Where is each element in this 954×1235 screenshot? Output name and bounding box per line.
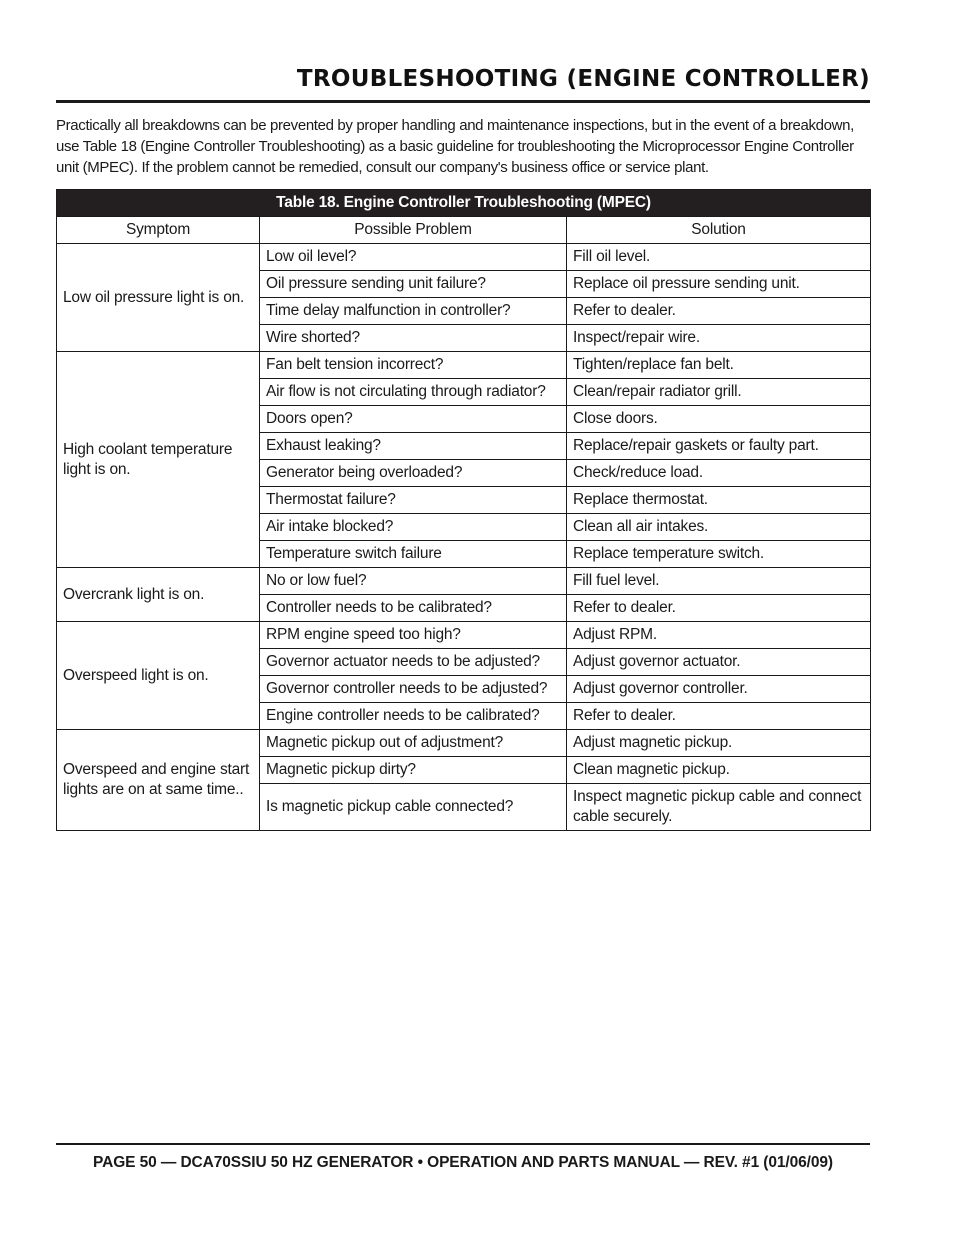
problem-cell: Wire shorted?: [260, 325, 567, 352]
column-header-possible-problem: Possible Problem: [260, 217, 567, 244]
table-row: [57, 622, 871, 649]
problem-cell: Temperature switch failure: [260, 541, 567, 568]
problem-cell: Fan belt tension incorrect?: [260, 352, 567, 379]
solution-cell: Clean all air intakes.: [567, 514, 871, 541]
solution-cell: Clean magnetic pickup.: [567, 757, 871, 784]
problem-cell: Thermostat failure?: [260, 487, 567, 514]
solution-cell: Adjust governor controller.: [567, 676, 871, 703]
solution-cell: Fill oil level.: [567, 244, 871, 271]
table-row: [57, 568, 871, 595]
problem-cell: Oil pressure sending unit failure?: [260, 271, 567, 298]
table-row: [57, 244, 871, 271]
problem-cell: Low oil level?: [260, 244, 567, 271]
solution-cell: Replace/repair gaskets or faulty part.: [567, 433, 871, 460]
solution-cell: Refer to dealer.: [567, 298, 871, 325]
problem-cell: Air flow is not circulating through radiator?: [260, 379, 567, 406]
solution-cell: Clean/repair radiator grill.: [567, 379, 871, 406]
symptom-cell: Low oil pressure light is on.: [57, 244, 260, 352]
intro-paragraph: Practically all breakdowns can be prevented by proper handling and maintenance inspections, but in the event of a breakdown, use Table 18 (Engine Controller Troubleshooting) as a basic guideline for troubleshooting the Microprocessor Engine Controller unit (MPEC). If the problem cannot be remedied, consult our company's business office or service plant.: [56, 117, 854, 176]
solution-cell: Refer to dealer.: [567, 595, 871, 622]
solution-cell: Adjust governor actuator.: [567, 649, 871, 676]
column-header-symptom: Symptom: [57, 217, 260, 244]
page-title: TROUBLESHOOTING (ENGINE CONTROLLER): [296, 66, 870, 92]
solution-cell: Check/reduce load.: [567, 460, 871, 487]
symptom-cell: High coolant temperature light is on.: [57, 352, 260, 568]
table-row: [57, 352, 871, 379]
table-caption-row: [57, 190, 871, 217]
table-caption: Table 18. Engine Controller Troubleshooting (MPEC): [57, 190, 871, 217]
table-row: [57, 730, 871, 757]
symptom-cell: Overspeed and engine start lights are on at same time..: [57, 730, 260, 831]
solution-cell: Fill fuel level.: [567, 568, 871, 595]
troubleshooting-table: [56, 189, 871, 831]
problem-cell: No or low fuel?: [260, 568, 567, 595]
problem-cell: RPM engine speed too high?: [260, 622, 567, 649]
problem-cell: Time delay malfunction in controller?: [260, 298, 567, 325]
title-rule: [56, 100, 870, 103]
problem-cell: Doors open?: [260, 406, 567, 433]
solution-cell: Tighten/replace fan belt.: [567, 352, 871, 379]
problem-cell: Magnetic pickup dirty?: [260, 757, 567, 784]
solution-cell: Inspect/repair wire.: [567, 325, 871, 352]
problem-cell: Engine controller needs to be calibrated?: [260, 703, 567, 730]
solution-cell: Inspect magnetic pickup cable and connect cable securely.: [567, 784, 871, 831]
solution-cell: Refer to dealer.: [567, 703, 871, 730]
solution-cell: Close doors.: [567, 406, 871, 433]
problem-cell: Exhaust leaking?: [260, 433, 567, 460]
problem-cell: Magnetic pickup out of adjustment?: [260, 730, 567, 757]
column-header-solution: Solution: [567, 217, 871, 244]
page-footer: PAGE 50 — DCA70SSIU 50 HZ GENERATOR • OPERATION AND PARTS MANUAL — REV. #1 (01/06/09): [93, 1154, 833, 1171]
solution-cell: Adjust RPM.: [567, 622, 871, 649]
table-header-row: [57, 217, 871, 244]
solution-cell: Replace oil pressure sending unit.: [567, 271, 871, 298]
solution-cell: Replace thermostat.: [567, 487, 871, 514]
problem-cell: Air intake blocked?: [260, 514, 567, 541]
problem-cell: Governor actuator needs to be adjusted?: [260, 649, 567, 676]
solution-cell: Adjust magnetic pickup.: [567, 730, 871, 757]
footer-rule: [56, 1143, 870, 1145]
problem-cell: Generator being overloaded?: [260, 460, 567, 487]
solution-cell: Replace temperature switch.: [567, 541, 871, 568]
symptom-cell: Overspeed light is on.: [57, 622, 260, 730]
problem-cell: Controller needs to be calibrated?: [260, 595, 567, 622]
symptom-cell: Overcrank light is on.: [57, 568, 260, 622]
problem-cell: Governor controller needs to be adjusted?: [260, 676, 567, 703]
problem-cell: Is magnetic pickup cable connected?: [260, 784, 567, 831]
